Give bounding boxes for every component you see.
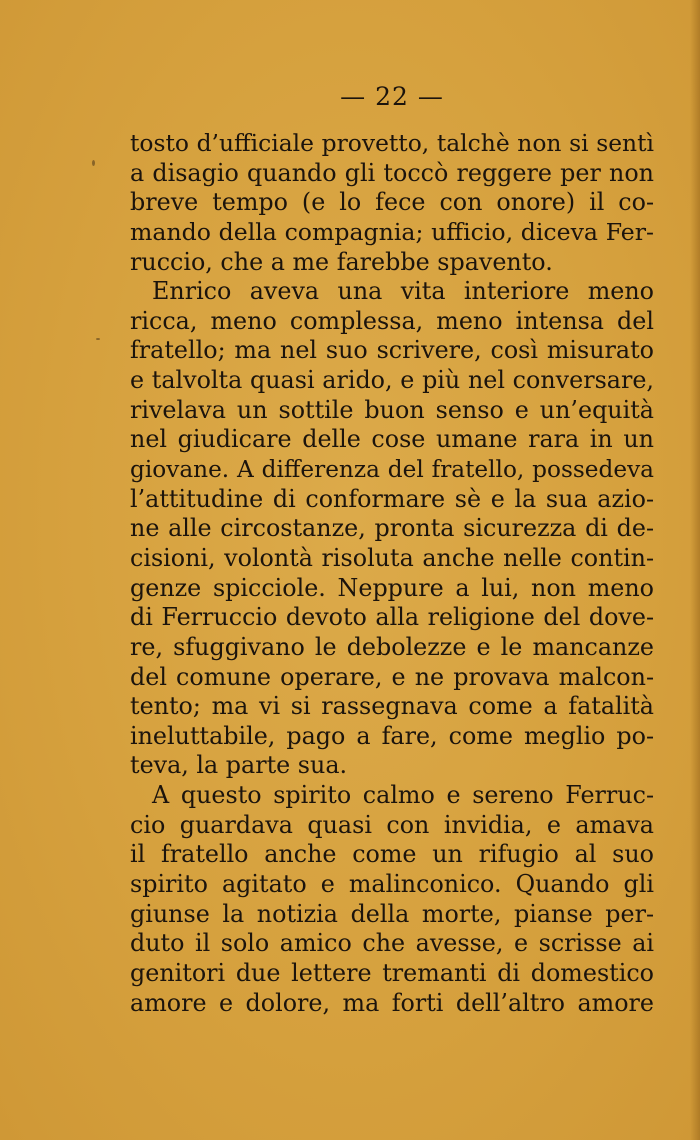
body-text (130, 129, 654, 1018)
text-line: del comune operare, e ne provava malcon- (130, 662, 654, 691)
paper-speck (96, 338, 100, 340)
text-line: re, sfuggivano le debolezze e le mancanze (130, 632, 654, 661)
paper-speck (92, 160, 95, 166)
text-line: nel giudicare delle cose umane rara in un (130, 425, 654, 454)
text-line: rivelava un sottile buon senso e un’equità (130, 395, 654, 424)
text-line: mando della compagnia; ufficio, diceva Fer- (130, 217, 654, 246)
text-line: di Ferruccio devoto alla religione del dove- (130, 603, 654, 632)
text-line: A questo spirito calmo e sereno Ferruc- (152, 781, 654, 810)
text-line: genitori due lettere tremanti di domestico (130, 958, 654, 987)
text-line: ricca, meno complessa, meno intensa del (130, 306, 654, 335)
text-line: l’attitudine di conformare sè e la sua azio- (130, 484, 654, 513)
text-line: cisioni, volontà risoluta anche nelle contin- (130, 543, 654, 572)
text-line: genze spicciole. Neppure a lui, non meno (130, 573, 654, 602)
text-line: giovane. A differenza del fratello, possedeva (130, 456, 654, 484)
text-line: il fratello anche come un rifugio al suo (130, 840, 654, 869)
text-line: amore e dolore, ma forti dell’altro amore (130, 988, 654, 1017)
text-line: ruccio, che a me farebbe spavento. (130, 247, 553, 276)
text-line: duto il solo amico che avesse, e scrisse ai (130, 929, 654, 958)
text-line: cio guardava quasi con invidia, e amava (130, 810, 654, 839)
page-number: — 22 — (340, 82, 444, 111)
text-line: giunse la notizia della morte, pianse per- (130, 899, 654, 928)
page-edge-shadow (690, 0, 700, 1140)
text-line: a disagio quando gli toccò reggere per non (130, 158, 654, 187)
text-line: ne alle circostanze, pronta sicurezza di de- (130, 514, 654, 543)
text-line: Enrico aveva una vita interiore meno (152, 277, 654, 306)
text-line: breve tempo (e lo fece con onore) il co- (130, 188, 654, 217)
text-line: tosto d’ufficiale provetto, talchè non si sentì (130, 129, 654, 157)
text-line: teva, la parte sua. (130, 751, 348, 780)
text-line: fratello; ma nel suo scrivere, così misurato (130, 336, 654, 365)
text-line: spirito agitato e malinconico. Quando gli (130, 870, 654, 899)
text-line: e talvolta quasi arido, e più nel conversare, (130, 366, 654, 395)
text-line: tento; ma vi si rassegnava come a fatalità (130, 692, 654, 721)
text-line: ineluttabile, pago a fare, come meglio po- (130, 721, 654, 750)
